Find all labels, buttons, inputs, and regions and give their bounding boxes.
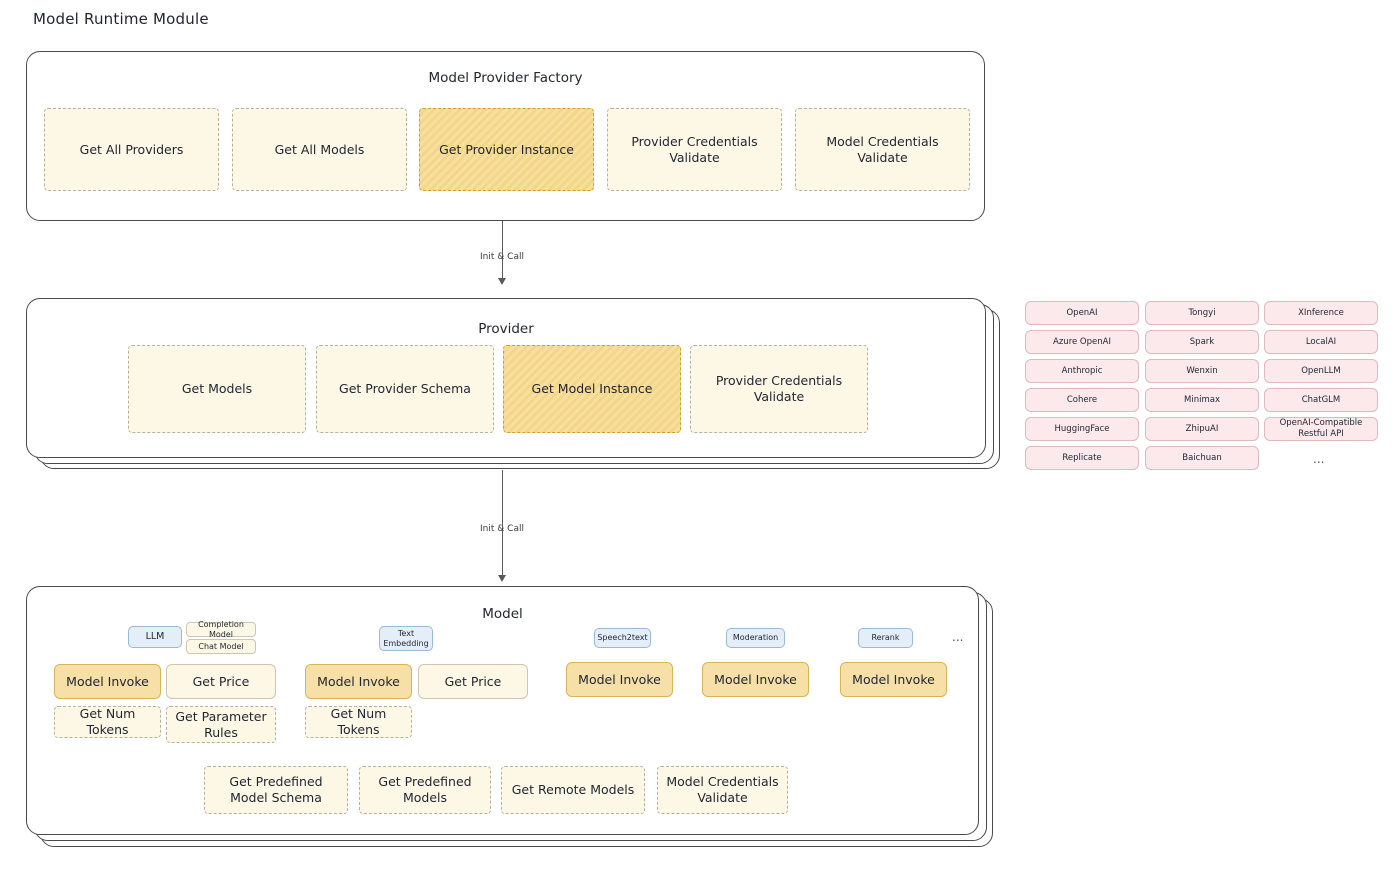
factory-item-label: Model Credentials Validate xyxy=(826,133,939,165)
model-provider-factory-title: Model Provider Factory xyxy=(428,70,583,86)
moderation-op-model-invoke[interactable] xyxy=(702,662,809,697)
embedding-op-get-price[interactable] xyxy=(418,664,528,699)
provider-item-label: Get Model Instance xyxy=(531,381,653,397)
llm-op-get-num-tokens[interactable] xyxy=(54,706,161,738)
op-label: Model Invoke xyxy=(317,673,400,689)
factory-item-get-provider-instance[interactable] xyxy=(419,108,594,191)
speech2text-op-model-invoke[interactable] xyxy=(566,662,673,697)
arrow-factory-to-provider-label: Init & Call xyxy=(480,252,524,262)
provider-chip-label: Tongyi xyxy=(1188,307,1216,318)
arrow-factory-to-provider-line xyxy=(502,221,503,281)
common-op-model-credentials-validate[interactable] xyxy=(657,766,788,814)
provider-chip-zhipuai[interactable] xyxy=(1145,417,1259,441)
provider-chip-huggingface[interactable] xyxy=(1025,417,1139,441)
provider-chip-label: Replicate xyxy=(1062,452,1102,463)
provider-chip-xinference[interactable] xyxy=(1264,301,1378,325)
provider-chip-label: Minimax xyxy=(1184,394,1220,405)
factory-item-model-credentials-validate[interactable] xyxy=(795,108,970,191)
provider-chip-label: Baichuan xyxy=(1182,452,1222,463)
factory-item-get-all-providers[interactable] xyxy=(44,108,219,191)
op-label: Model Invoke xyxy=(714,671,797,687)
provider-chip-tongyi[interactable] xyxy=(1145,301,1259,325)
model-type-sub-label: Completion Model xyxy=(198,619,244,639)
provider-item-label: Provider Credentials Validate xyxy=(715,373,843,404)
model-type-sub-label: Chat Model xyxy=(198,641,244,651)
model-type-label: LLM xyxy=(145,631,165,643)
arrow-provider-to-model-head xyxy=(498,575,506,582)
model-type-moderation[interactable] xyxy=(726,628,785,648)
provider-chip-anthropic[interactable] xyxy=(1025,359,1139,383)
op-label: Get Num Tokens xyxy=(79,706,136,737)
factory-item-get-all-models[interactable] xyxy=(232,108,407,191)
provider-chip-minimax[interactable] xyxy=(1145,388,1259,412)
provider-chip-label: OpenAI-Compatible Restful API xyxy=(1279,418,1363,439)
provider-chip-label: Cohere xyxy=(1066,394,1098,405)
provider-list-ellipsis: ... xyxy=(1313,452,1325,466)
factory-item-label: Get All Models xyxy=(274,141,365,157)
provider-chip-openai[interactable] xyxy=(1025,301,1139,325)
model-title: Model xyxy=(482,606,523,622)
op-label: Get Parameter Rules xyxy=(175,708,267,740)
embedding-op-model-invoke[interactable] xyxy=(305,664,412,699)
model-type-llm[interactable] xyxy=(128,626,182,648)
provider-chip-azure-openai[interactable] xyxy=(1025,330,1139,354)
common-op-get-predefined-models[interactable] xyxy=(359,766,491,814)
model-type-label: Text Embedding xyxy=(383,628,429,648)
arrow-factory-to-provider-head xyxy=(498,278,506,285)
op-label: Get Predefined Models xyxy=(378,774,472,805)
op-label: Get Remote Models xyxy=(511,782,635,798)
provider-item-label: Get Provider Schema xyxy=(339,381,471,397)
factory-item-label: Get Provider Instance xyxy=(439,141,574,157)
provider-chip-label: LocalAI xyxy=(1305,336,1337,347)
op-label: Model Invoke xyxy=(578,671,661,687)
model-type-llm-sub-chat-model[interactable] xyxy=(186,639,256,654)
provider-item-get-models[interactable] xyxy=(128,345,306,433)
model-type-rerank[interactable] xyxy=(858,628,913,648)
model-type-text-embedding[interactable] xyxy=(379,626,433,651)
model-type-speech2text[interactable] xyxy=(594,628,651,648)
provider-chip-label: ChatGLM xyxy=(1301,394,1341,405)
page-title: Model Runtime Module xyxy=(33,10,209,28)
provider-chip-localai[interactable] xyxy=(1264,330,1378,354)
provider-chip-label: Wenxin xyxy=(1186,365,1218,376)
provider-item-get-provider-schema[interactable] xyxy=(316,345,494,433)
op-label: Get Price xyxy=(444,673,502,689)
model-type-label: Speech2text xyxy=(597,633,648,642)
arrow-provider-to-model-label: Init & Call xyxy=(480,524,524,534)
op-label: Get Predefined Model Schema xyxy=(229,774,323,805)
provider-item-provider-credentials-validate[interactable] xyxy=(690,345,868,433)
model-type-label: Moderation xyxy=(732,633,779,642)
provider-item-label: Get Models xyxy=(181,381,253,397)
llm-op-get-price[interactable] xyxy=(166,664,276,699)
provider-chip-label: OpenAI xyxy=(1066,307,1098,318)
provider-chip-label: ZhipuAI xyxy=(1185,423,1219,434)
llm-op-get-parameter-rules[interactable] xyxy=(166,706,276,743)
op-label: Get Num Tokens xyxy=(330,706,387,737)
provider-chip-label: Spark xyxy=(1189,336,1215,347)
provider-chip-replicate[interactable] xyxy=(1025,446,1139,470)
provider-chip-spark[interactable] xyxy=(1145,330,1259,354)
provider-chip-baichuan[interactable] xyxy=(1145,446,1259,470)
op-label: Model Credentials Validate xyxy=(666,774,779,805)
common-op-get-remote-models[interactable] xyxy=(501,766,645,814)
model-type-llm-sub-completion-model[interactable] xyxy=(186,619,256,639)
llm-op-model-invoke[interactable] xyxy=(54,664,161,699)
provider-chip-wenxin[interactable] xyxy=(1145,359,1259,383)
provider-chip-openllm[interactable] xyxy=(1264,359,1378,383)
provider-chip-chatglm[interactable] xyxy=(1264,388,1378,412)
provider-chip-label: XInference xyxy=(1298,307,1344,318)
provider-chip-label: HuggingFace xyxy=(1054,423,1110,434)
model-types-ellipsis: ... xyxy=(952,630,964,644)
rerank-op-model-invoke[interactable] xyxy=(840,662,947,697)
provider-chip-label: Anthropic xyxy=(1061,365,1103,376)
factory-item-label: Get All Providers xyxy=(79,141,184,157)
factory-item-label: Provider Credentials Validate xyxy=(631,133,758,165)
embedding-op-get-num-tokens[interactable] xyxy=(305,706,412,738)
op-label: Model Invoke xyxy=(66,673,149,689)
provider-chip-label: Azure OpenAI xyxy=(1053,336,1111,347)
provider-chip-openai-compatible-restful-api[interactable] xyxy=(1264,417,1378,441)
provider-title: Provider xyxy=(478,321,534,337)
provider-chip-cohere[interactable] xyxy=(1025,388,1139,412)
op-label: Get Price xyxy=(192,673,250,689)
provider-chip-label: OpenLLM xyxy=(1301,365,1341,376)
factory-item-provider-credentials-validate[interactable] xyxy=(607,108,782,191)
model-type-label: Rerank xyxy=(871,633,900,642)
op-label: Model Invoke xyxy=(852,671,935,687)
provider-item-get-model-instance[interactable] xyxy=(503,345,681,433)
common-op-get-predefined-model-schema[interactable] xyxy=(204,766,348,814)
